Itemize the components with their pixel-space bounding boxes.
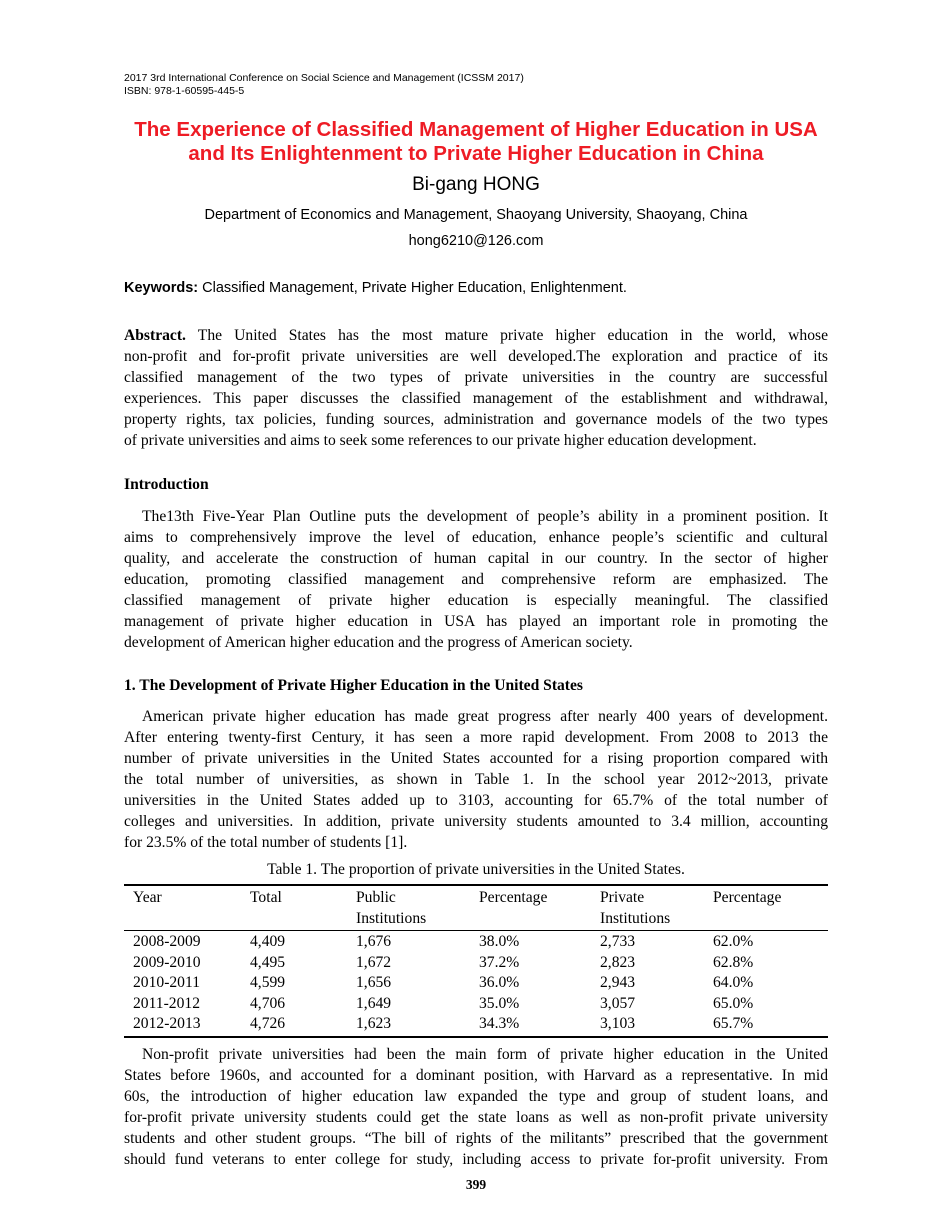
- section-line: After entering twenty-first Century, it has seen a more rapid development. From 2008 to 2013 the: [124, 729, 828, 746]
- section-line: American private higher education has made great progress after nearly 400 years of development.: [142, 708, 828, 725]
- section-line: universities in the United States added up to 3103, accounting for 65.7% of the total number of: [124, 792, 828, 809]
- table-cell: 65.7%: [713, 1015, 754, 1032]
- intro-line: aims to comprehensively improve the level of education, enhance people’s scientific and cultural: [124, 529, 828, 546]
- paper-title: [0, 118, 952, 166]
- table-cell: 4,706: [250, 994, 286, 1012]
- email: hong6210@126.com: [408, 233, 544, 249]
- intro-line: The13th Five-Year Plan Outline puts the development of people’s ability in a prominent position. It: [142, 508, 828, 525]
- table-cell: 2011-2012: [133, 994, 200, 1012]
- affiliation: Department of Economics and Management, Shaoyang University, Shaoyang, China: [204, 207, 748, 223]
- section-line: the total number of universities, as shown in Table 1. In the school year 2012~2013, private: [124, 771, 828, 788]
- intro-line: development of American higher education and the progress of American society.: [124, 634, 633, 651]
- table-caption: Table 1. The proportion of private universities in the United States.: [267, 861, 685, 878]
- title-line: and Its Enlightenment to Private Higher Education in China: [188, 142, 764, 165]
- section-line: students and other student groups. “The bill of rights of the militants” prescribed that the government: [124, 1130, 828, 1147]
- intro-line: classified management of private higher education is especially meaningful. The classified: [124, 592, 828, 609]
- table-cell: 2012-2013: [133, 1015, 201, 1032]
- table-cell: 4,409: [250, 933, 286, 950]
- intro-line: management of private higher education in USA has played an important role in promoting the: [124, 613, 828, 630]
- author: Bi-gang HONG: [412, 174, 540, 195]
- table-row: [124, 973, 828, 994]
- column-header: [124, 886, 241, 931]
- column-header: [347, 886, 470, 931]
- abstract: [124, 325, 828, 451]
- section-line: Non-profit private universities had been the main form of private higher education in the United: [142, 1046, 828, 1063]
- abstract-line: classified management of the two types of private universities in the country are successful: [124, 369, 828, 386]
- section-line: number of private universities in the United States accounted for a rising proportion compared with: [124, 750, 828, 767]
- table-cell: 2010-2011: [133, 974, 200, 991]
- header-text: Private: [600, 889, 645, 906]
- table-row: [124, 994, 828, 1015]
- table-cell: 2009-2010: [133, 953, 201, 971]
- table-cell: 1,623: [356, 1015, 392, 1032]
- table-cell: 36.0%: [479, 974, 520, 991]
- section-line: for 23.5% of the total number of students [1].: [124, 834, 408, 851]
- header-text: Institutions: [600, 909, 671, 927]
- abstract-line: experiences. This paper discusses the classified management of the establishment and withdrawal,: [124, 390, 828, 407]
- data-table: [124, 884, 828, 1038]
- table-header-row: [124, 886, 828, 931]
- table-cell: 62.0%: [713, 933, 754, 950]
- table-row: [124, 953, 828, 974]
- section1-paragraph: [124, 706, 828, 853]
- table-cell: 3,103: [600, 1015, 636, 1032]
- section1-heading: 1. The Development of Private Higher Education in the United States: [124, 677, 583, 694]
- intro-line: education, promoting classified management and comprehensive reform are emphasized. The: [124, 571, 828, 588]
- table-cell: 4,599: [250, 974, 286, 991]
- header-text: Percentage: [713, 889, 782, 906]
- intro-heading: Introduction: [124, 476, 209, 493]
- header-text: Total: [250, 889, 282, 906]
- table-cell: 1,672: [356, 953, 392, 971]
- table-row: [124, 931, 828, 953]
- table-cell: 62.8%: [713, 953, 754, 971]
- isbn: ISBN: 978-1-60595-445-5: [124, 85, 245, 97]
- abstract-line: [124, 325, 828, 346]
- header-text: [479, 909, 591, 929]
- table-cell: 35.0%: [479, 994, 520, 1012]
- page-number: 399: [465, 1177, 487, 1192]
- column-header: [241, 886, 347, 931]
- column-header: [470, 886, 591, 931]
- section-line: States before 1960s, and accounted for a dominant position, with Harvard as a representative. In mid: [124, 1067, 828, 1084]
- intro-paragraph: [124, 506, 828, 653]
- keywords: [124, 280, 627, 296]
- table-cell: 64.0%: [713, 974, 754, 991]
- text: The United States has the most mature private higher education in the world, whose: [185, 327, 828, 344]
- section-line: should fund veterans to enter college for study, including access to private for-profit university. From: [124, 1151, 828, 1168]
- title-line: The Experience of Classified Management of Higher Education in USA: [134, 118, 818, 141]
- abstract-line: non-profit and for-profit private universities are well developed.The exploration and practice of its: [124, 348, 828, 365]
- header-text: Institutions: [356, 909, 427, 927]
- table-cell: 65.0%: [713, 994, 754, 1012]
- table-cell: 37.2%: [479, 953, 520, 971]
- header-text: Percentage: [479, 889, 548, 906]
- table-cell: 2008-2009: [133, 933, 201, 950]
- conference-header: 2017 3rd International Conference on Social Science and Management (ICSSM 2017): [124, 72, 524, 84]
- table-row: [124, 1014, 828, 1035]
- abstract-label: Abstract.: [124, 327, 186, 344]
- intro-line: quality, and accelerate the construction of human capital in our country. In the sector of higher: [124, 550, 828, 567]
- abstract-line: property rights, tax policies, funding sources, administration and governance models of the two types: [124, 411, 828, 428]
- keywords-label: Keywords:: [124, 280, 199, 296]
- table-cell: 2,943: [600, 974, 636, 991]
- table-cell: 1,676: [356, 933, 392, 950]
- header-text: Year: [133, 889, 162, 906]
- section-line: colleges and universities. In addition, private university students amounted to 3.4 million, accounting: [124, 813, 828, 830]
- header-text: [250, 909, 347, 929]
- table-cell: 38.0%: [479, 933, 520, 950]
- header-text: [133, 909, 241, 929]
- column-header: [591, 886, 704, 931]
- table-cell: 2,823: [600, 953, 636, 971]
- section-line: 60s, the introduction of higher education law expanded the type and group of student loans, and: [124, 1088, 828, 1105]
- header-text: [713, 909, 828, 929]
- table-cell: 1,649: [356, 994, 392, 1012]
- header-text: Public: [356, 889, 396, 906]
- table-cell: 1,656: [356, 974, 392, 991]
- table-cell: 4,495: [250, 953, 286, 971]
- keywords-text: Classified Management, Private Higher Education, Enlightenment.: [198, 280, 627, 296]
- section1-paragraph-2: [124, 1044, 828, 1170]
- abstract-line: of private universities and aims to seek some references to our private higher education development.: [124, 432, 757, 449]
- column-header: [704, 886, 828, 931]
- table-cell: 2,733: [600, 933, 636, 950]
- table-cell: 34.3%: [479, 1015, 520, 1032]
- table-cell: 4,726: [250, 1015, 286, 1032]
- section-line: for-profit private university students could get the state loans as well as non-profit private university: [124, 1109, 828, 1126]
- table-cell: 3,057: [600, 994, 636, 1012]
